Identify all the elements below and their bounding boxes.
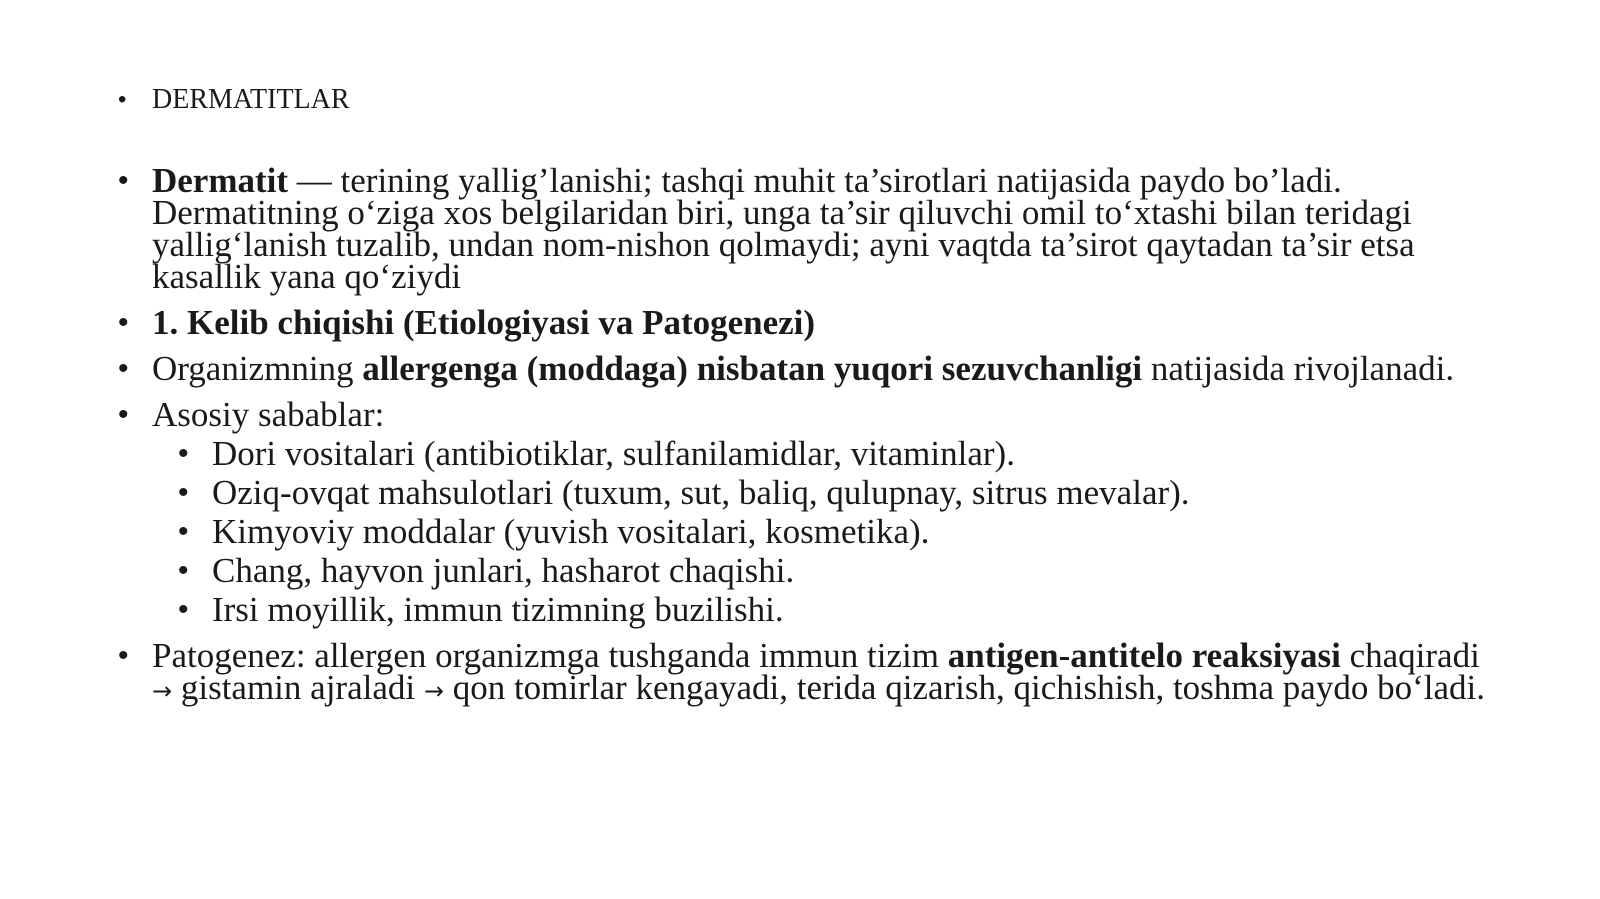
reasons-label: Asosiy sabablar: [152, 395, 385, 434]
cause-text [152, 349, 1488, 388]
bullet-icon: • [178, 554, 189, 587]
list-item-reasons [118, 395, 1488, 434]
cause-bold: allergenga (moddaga) nisbatan yuqori sezuvchanligi [362, 349, 1143, 388]
bullet-icon: • [118, 398, 129, 431]
cause-after: natijasida rivojlanadi. [1142, 349, 1455, 388]
definition-body: — terining yallig’lanishi; tashqi muhit ta’sirotlari natijasida paydo bo’ladi. Dermatitning o‘ziga xos belgilaridan biri, unga ta’sir qiluvchi omil to‘xtashi bilan teridagi yallig‘lanish tuzalib, undan nom-nishon qolmaydi; ayni vaqtda ta’sirot qaytadan ta’sir etsa kasallik yana qo‘ziydi [152, 161, 1415, 296]
arrow-right-icon: → [423, 677, 444, 705]
sub-list-item [118, 473, 1488, 512]
sub-list-item [118, 551, 1488, 590]
sub-list-item [118, 590, 1488, 629]
list-item-definition [118, 161, 1488, 296]
pathogenesis-part1: chaqiradi [1340, 636, 1480, 675]
reasons-sublist [118, 434, 1488, 629]
sub-item-text: Chang, hayvon junlari, hasharot chaqishi. [212, 551, 795, 590]
bullet-list [118, 161, 1488, 721]
bullet-icon: • [118, 164, 129, 197]
bullet-icon: • [178, 437, 189, 470]
sub-item-text: Dori vositalari (antibiotiklar, sulfanilamidlar, vitaminlar). [212, 434, 1015, 473]
sub-item-text: Irsi moyillik, immun tizimning buzilishi. [212, 590, 784, 629]
bullet-icon: • [118, 639, 129, 672]
bullet-icon: • [118, 86, 127, 113]
pathogenesis-part3: qon tomirlar kengayadi, terida qizarish, qichishish, toshma paydo bo‘ladi. [443, 668, 1485, 707]
bullet-icon: • [178, 515, 189, 548]
slide-title: DERMATITLAR [152, 84, 350, 115]
pathogenesis-before: Patogenez: allergen organizmga tushganda immun tizim [152, 636, 948, 675]
definition-text [152, 161, 1488, 296]
bullet-icon: • [118, 352, 129, 385]
list-item-heading [118, 303, 1488, 342]
list-item-cause [118, 349, 1488, 388]
sub-list-item [118, 512, 1488, 551]
bullet-icon: • [118, 306, 129, 339]
pathogenesis-bold: antigen-antitelo reaksiyasi [947, 636, 1341, 675]
pathogenesis-text [152, 636, 1488, 707]
cause-before: Organizmning [152, 349, 363, 388]
sub-item-text: Kimyoviy moddalar (yuvish vositalari, kosmetika). [212, 512, 930, 551]
section-heading: 1. Kelib chiqishi (Etiologiyasi va Patogenezi) [152, 303, 816, 342]
sub-list-item [118, 434, 1488, 473]
sub-item-text: Oziq-ovqat mahsulotlari (tuxum, sut, baliq, qulupnay, sitrus mevalar). [212, 473, 1190, 512]
list-item-pathogenesis [118, 636, 1488, 707]
bullet-icon: • [178, 593, 189, 626]
pathogenesis-part2: gistamin ajraladi [172, 668, 424, 707]
bullet-icon: • [178, 476, 189, 509]
arrow-right-icon: → [152, 677, 173, 705]
term-bold: Dermatit [152, 161, 289, 200]
